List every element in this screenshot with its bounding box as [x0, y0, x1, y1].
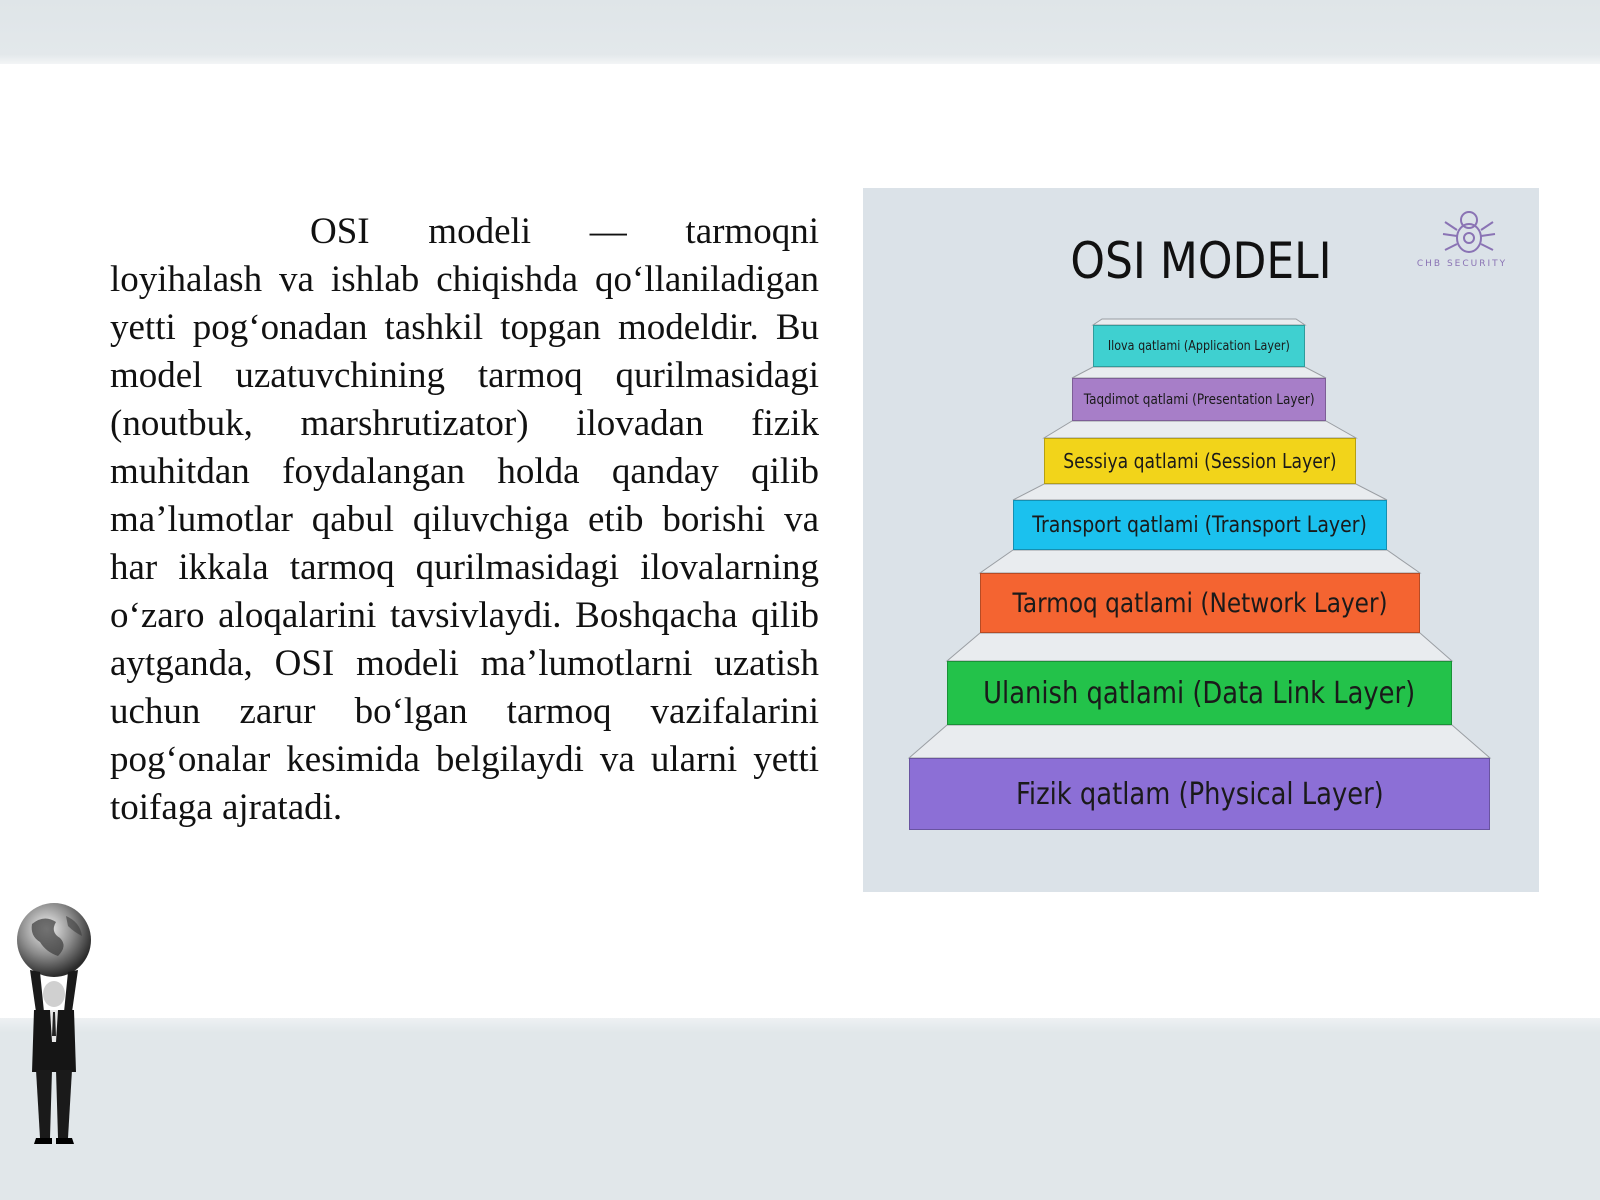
layer-network: Tarmoq qatlami (Network Layer) [980, 573, 1420, 633]
osi-model-image [863, 188, 1539, 892]
osi-description-text: OSI modeli — tarmoqni loyihalash va ishlab chiqishda qo‘llaniladigan yetti pog‘onadan tashkil topgan modeldir. Bu model uzatuvchining tarmoq qurilmasidagi (noutbuk, marshrutizator) ilovadan fizik muhitdan foydalangan holda qanday qilib ma’lumotlar qabul qiluvchiga etib borishi va har ikkala tarmoq qurilmasidagi ilovalarning o‘zaro aloqalarini tavsivlaydi. Boshqacha qilib aytganda, OSI modeli ma’lumotlarni uzatish uchun zarur bo‘lgan tarmoq vazifalarini pog‘onalar kesimida belgilaydi va ularni yetti toifaga ajratadi. [110, 211, 819, 828]
logo-caption: CHB SECURITY [1416, 259, 1508, 269]
layer-transport: Transport qatlami (Transport Layer) [1013, 500, 1387, 550]
layer-session: Sessiya qatlami (Session Layer) [1044, 438, 1356, 484]
layer-application: Ilova qatlami (Application Layer) [1093, 325, 1305, 367]
layer-data-link: Ulanish qatlami (Data Link Layer) [947, 661, 1452, 725]
bottom-band [0, 1018, 1600, 1200]
top-band [0, 0, 1600, 64]
layer-presentation: Taqdimot qatlami (Presentation Layer) [1072, 378, 1326, 421]
layer-physical: Fizik qatlam (Physical Layer) [909, 758, 1490, 830]
osi-image-title: OSI MODELI [1070, 232, 1332, 290]
man-holding-globe-icon [10, 902, 98, 1147]
